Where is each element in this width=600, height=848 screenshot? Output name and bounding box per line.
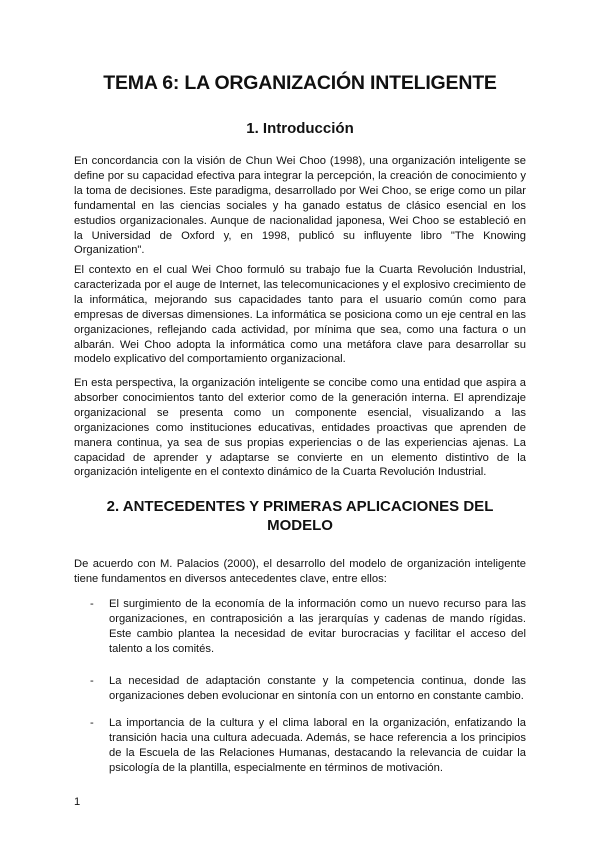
list-item-text: El surgimiento de la economía de la información como un nuevo recurso para las organizaciones, en contraposición a las jerarquías y cadenas de mando rígidas. Este cambio plantea la necesidad de evitar burocracias y facilitar el acceso del talento a los comités. [109, 598, 526, 655]
paragraph: De acuerdo con M. Palacios (2000), el desarrollo del modelo de organización inteligente tiene fundamentos en diversos antecedentes clave, entre ellos: [74, 558, 526, 585]
paragraph: En esta perspectiva, la organización inteligente se concibe como una entidad que aspira a absorber conocimientos tanto del exterior como de la generación interna. El aprendizaje organizacional se presenta como un componente esencial, visualizando a las organizaciones como instituciones educativas, entidades proactivas que aprenden de manera continua, ya sea de sus propias experiencias o de las experiencias ajenas. La capacidad de aprender y adaptarse se convierte en un elemento distintivo de la organización inteligente en el contexto dinámico de la Cuarta Revolución Industrial. [74, 377, 526, 479]
list-item-text: La importancia de la cultura y el clima laboral en la organización, enfatizando la transición hacia una cultura adecuada. Además, se hace referencia a los principios de la Escuela de las Relaciones Humanas, destacando la relevancia de cuidar la psicología de la plantilla, especialmente en términos de motivación. [109, 717, 526, 774]
section-heading-introduccion: 1. Introducción [246, 120, 354, 137]
page-number: 1 [74, 796, 81, 808]
bullet-dash: - [90, 598, 94, 610]
bullet-dash: - [90, 717, 94, 729]
document-title: TEMA 6: LA ORGANIZACIÓN INTELIGENTE [103, 72, 497, 94]
section-heading-antecedentes: 2. ANTECEDENTES Y PRIMERAS APLICACIONES DEL MODELO [106, 498, 494, 534]
paragraph: En concordancia con la visión de Chun Wei Choo (1998), una organización inteligente se define por su capacidad efectiva para integrar la percepción, la creación de conocimiento y la toma de decisiones. Este paradigma, desarrollado por Wei Choo, se erige como un pilar fundamental en las ciencias sociales y ha ganado estatus de clásico esencial en los estudios organizacionales. Aunque de nacionalidad japonesa, Wei Choo se estableció en la Universidad de Oxford y, en 1998, publicó su influyente libro "The Knowing Organization". [74, 155, 526, 257]
paragraph: El contexto en el cual Wei Choo formuló su trabajo fue la Cuarta Revolución Industrial, caracterizada por el auge de Internet, las telecomunicaciones y el explosivo crecimiento de la informática, mejorando sus capacidades tanto para el usuario común como para empresas de diversas dimensiones. La informática se posiciona como un eje central en las organizaciones, reflejando cada actividad, por mínima que sea, como una factura o un albarán. Wei Choo adopta la informática como una metáfora clave para desarrollar su modelo explicativo del comportamiento organizacional. [74, 264, 526, 366]
bullet-dash: - [90, 675, 94, 687]
list-item-text: La necesidad de adaptación constante y la competencia continua, donde las organizaciones deben evolucionar en sintonía con un entorno en constante cambio. [109, 675, 526, 702]
